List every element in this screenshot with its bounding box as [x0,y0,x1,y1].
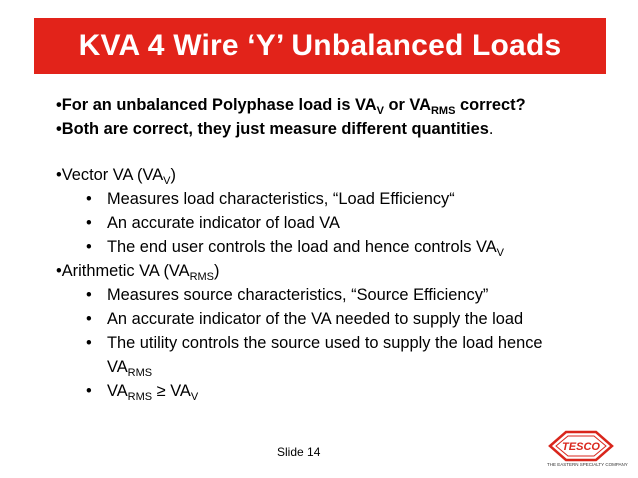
subscript-v: V [190,391,199,403]
list-item [56,283,616,307]
logo-caption: THE EASTERN SPECIALTY COMPANY [547,462,628,467]
subscript-rms: RMS [127,391,153,403]
slide-body [56,93,616,403]
list-item [56,187,616,211]
list-item-text: ≥ VA [152,382,191,400]
arithmetic-va-heading [56,259,616,283]
subscript-rms: RMS [127,367,153,379]
list-item-text: The end user controls the load and hence controls VA [107,238,497,256]
list-item-continuation [56,355,616,379]
answer-text: •Both are correct, they just measure different quantities [56,120,489,138]
slide-number: Slide 14 [277,445,321,459]
question-text-b: or VA [383,96,431,114]
bullet-icon: • [86,238,92,256]
vector-head-close: ) [170,166,176,184]
vector-va-heading [56,163,616,187]
bullet-icon: • [86,382,92,400]
bullet-icon: • [86,214,92,232]
logo-text: TESCO [562,441,600,453]
answer-period: . [488,120,494,138]
vector-head-text: •Vector VA (VA [56,166,164,184]
list-item-text: An accurate indicator of the VA needed to supply the load [107,310,524,328]
list-item-text: An accurate indicator of load VA [107,214,340,232]
list-item [56,211,616,235]
list-item [56,379,616,403]
question-line [56,93,616,117]
bullet-icon: • [86,310,92,328]
subscript-rms: RMS [189,271,215,283]
list-item [56,307,616,331]
subscript-v: V [163,175,171,187]
bullet-icon: • [86,190,92,208]
question-text-c: correct? [455,96,526,114]
subscript-v: V [376,105,384,117]
list-item [56,331,616,355]
slide-title: KVA 4 Wire ‘Y’ Unbalanced Loads [78,29,562,62]
list-item-text: Measures source characteristics, “Source Efficiency” [107,286,489,304]
subscript-rms: RMS [430,105,456,117]
subscript-v: V [496,247,505,259]
tesco-logo [548,428,614,464]
bullet-icon: • [86,286,92,304]
list-item [56,235,616,259]
list-item-text: VA [107,358,128,376]
answer-line [56,117,616,141]
arithmetic-head-close: ) [214,262,220,280]
list-item-text: Measures load characteristics, “Load Efficiency“ [107,190,455,208]
question-text-a: •For an unbalanced Polyphase load is VA [56,96,377,114]
list-item-text: VA [107,382,128,400]
list-item-text: The utility controls the source used to supply the load hence [107,334,543,352]
arithmetic-head-text: •Arithmetic VA (VA [56,262,190,280]
bullet-icon: • [86,334,92,352]
spacer [56,141,616,163]
title-bar [34,18,606,74]
